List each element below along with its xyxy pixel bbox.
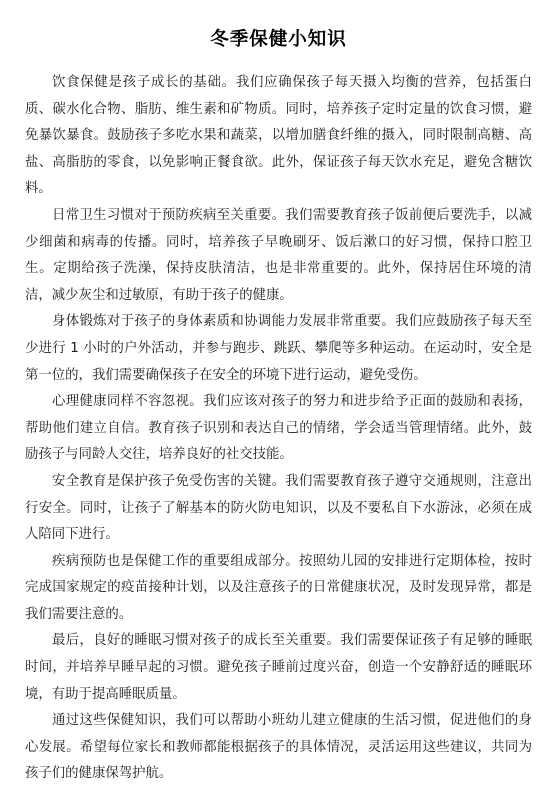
paragraph-safety: 安全教育是保护孩子免受伤害的关键。我们需要教育孩子遵守交通规则，注意出行安全。同时，让孩子了解基本的防火防电知识，以及不要私自下水游泳，必须在成人陪同下进行。 xyxy=(25,473,532,543)
document-title: 冬季保健小知识 xyxy=(210,29,347,50)
paragraph-mental-health: 心理健康同样不容忽视。我们应该对孩子的努力和进步给予正面的鼓励和表扬，帮助他们建立自信。教育孩子识别和表达自己的情绪，学会适当管理情绪。此外，鼓励孩子与同龄人交往，培养良好的社交技能。 xyxy=(25,394,532,463)
paragraph-exercise: 身体锻炼对于孩子的身体素质和协调能力发展非常重要。我们应鼓励孩子每天至少进行 1 小时的户外活动，并参与跑步、跳跃、攀爬等多种运动。在运动时，安全是第一位的，我们需要确保孩子在安全的环境下进行运动，避免受伤。 xyxy=(25,314,532,383)
paragraph-diet: 饮食保健是孩子成长的基础。我们应确保孩子每天摄入均衡的营养，包括蛋白质、碳水化合物、脂肪、维生素和矿物质。同时，培养孩子定时定量的饮食习惯，避免暴饮暴食。鼓励孩子多吃水果和蔬菜，以增加膳食纤维的摄入，同时限制高糖、高盐、高脂肪的零食，以免影响正餐食欲。此外，保证孩子每天饮水充足，避免含糖饮料。 xyxy=(25,75,532,197)
paragraph-disease-prevention: 疾病预防也是保健工作的重要组成部分。按照幼儿园的安排进行定期体检，按时完成国家规定的疫苗接种计划，以及注意孩子的日常健康状况，及时发现异常，都是我们需要注意的。 xyxy=(25,553,532,622)
paragraph-conclusion: 通过这些保健知识，我们可以帮助小班幼儿建立健康的生活习惯，促进他们的身心发展。希望每位家长和教师都能根据孩子的具体情况，灵活运用这些建议，共同为孩子们的健康保驾护航。 xyxy=(25,713,532,782)
paragraph-hygiene: 日常卫生习惯对于预防疾病至关重要。我们需要教育孩子饭前便后要洗手，以减少细菌和病毒的传播。同时，培养孩子早晚刷牙、饭后漱口的好习惯，保持口腔卫生。定期给孩子洗澡，保持皮肤清洁，也是非常重要的。此外，保持居住环境的清洁，减少灰尘和过敏原，有助于孩子的健康。 xyxy=(25,207,532,303)
paragraph-sleep: 最后，良好的睡眠习惯对孩子的成长至关重要。我们需要保证孩子有足够的睡眠时间，并培养早睡早起的习惯。避免孩子睡前过度兴奋，创造一个安静舒适的睡眠环境，有助于提高睡眠质量。 xyxy=(25,633,532,702)
